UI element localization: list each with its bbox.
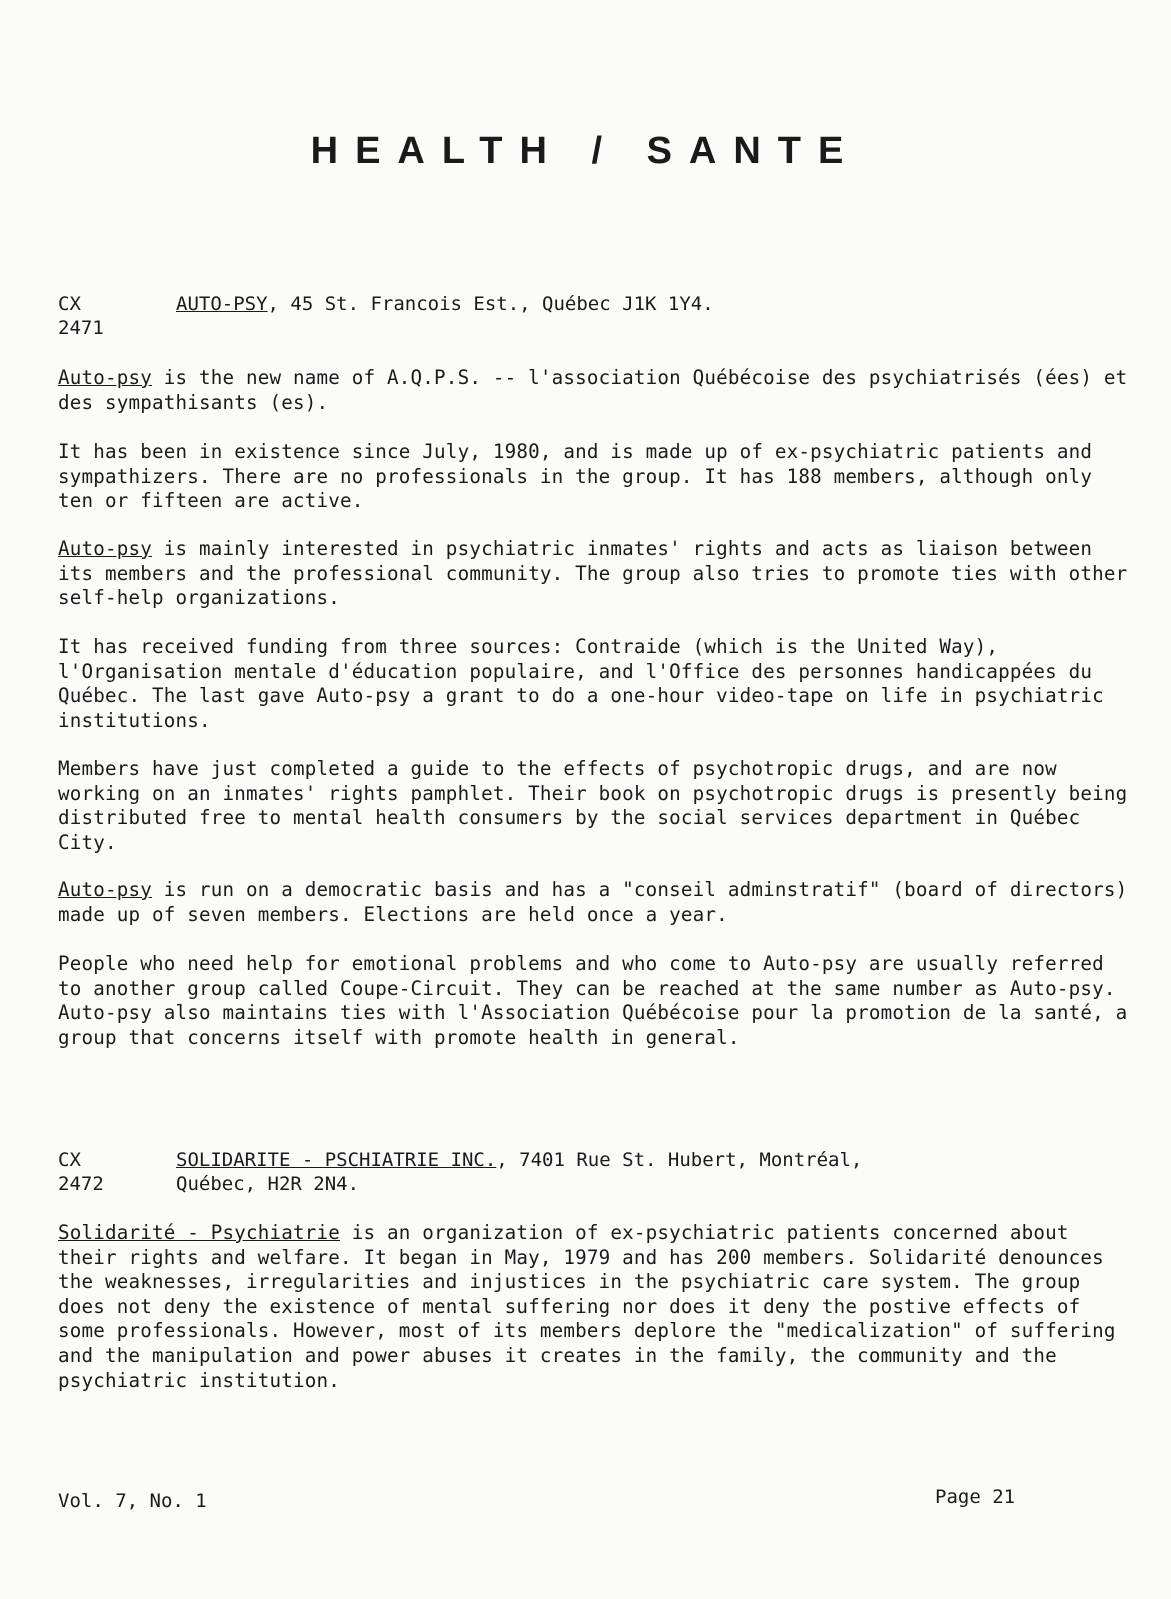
- paragraph: [58, 878, 1128, 927]
- page-title: HEALTH / SANTE: [310, 130, 861, 172]
- paragraph-text: People who need help for emotional problems and who come to Auto-psy are usually referred to another group called Coupe-Circuit. They can be reached at the same number as Auto-psy. Auto-psy also maintains ties with l'Association Québécoise pour la promotion de la santé, a group that concerns itself with promote health in general.: [58, 952, 1128, 1049]
- org-address-line2: Québec, H2R 2N4.: [176, 1173, 360, 1195]
- org-address: , 7401 Rue St. Hubert, Montréal,: [496, 1149, 863, 1171]
- entry-heading: [176, 1148, 1076, 1172]
- paragraph: [58, 366, 1128, 415]
- paragraph-text: is run on a democratic basis and has a "conseil adminstratif" (board of directors) made up of seven members. Elections are held once a year.: [58, 878, 1128, 926]
- entry-number: 2472: [58, 1173, 104, 1195]
- paragraph: [58, 952, 1128, 1050]
- paragraph: [58, 635, 1128, 733]
- entry-number: 2471: [58, 317, 104, 339]
- org-name: SOLIDARITE - PSCHIATRIE INC.: [176, 1149, 497, 1171]
- paragraph-text: is the new name of A.Q.P.S. -- l'association Québécoise des psychiatrisés (ées) et des sympathisants (es).: [58, 366, 1128, 414]
- paragraph: [58, 1221, 1128, 1393]
- paragraph: [58, 440, 1128, 514]
- paragraph-text: is mainly interested in psychiatric inmates' rights and acts as liaison between its members and the professional community. The group also tries to promote ties with other self-help organizations.: [58, 537, 1128, 610]
- org-name: AUTO-PSY: [176, 293, 268, 315]
- entry-heading: [176, 292, 1076, 316]
- paragraph-lead: Auto-psy: [58, 366, 153, 389]
- paragraph-lead: Auto-psy: [58, 537, 153, 560]
- paragraph-text: It has received funding from three sources: Contraide (which is the United Way), l'Organisation mentale d'éducation populaire, and l'Office des personnes handicappées du Québec. The last gave Auto-psy a grant to do a one-hour video-tape on life in psychiatric institutions.: [58, 635, 1104, 732]
- paragraph-lead: Auto-psy: [58, 878, 153, 901]
- paragraph-text: Members have just completed a guide to the effects of psychotropic drugs, and are now working on an inmates' rights pamphlet. Their book on psychotropic drugs is presently being distributed free to mental health consumers by the social services department in Québec City.: [58, 757, 1128, 854]
- page-number: Page 21: [935, 1486, 1016, 1508]
- entry-code: CX: [58, 1149, 81, 1171]
- entry-code: CX: [58, 293, 81, 315]
- volume-number: Vol. 7, No. 1: [58, 1490, 207, 1512]
- paragraph-lead: Solidarité - Psychiatrie: [58, 1221, 341, 1244]
- paragraph: [58, 757, 1128, 855]
- org-address: , 45 St. Francois Est., Québec J1K 1Y4.: [267, 293, 714, 315]
- paragraph-text: is an organization of ex-psychiatric patients concerned about their rights and welfare. It began in May, 1979 and has 200 members. Solidarité denounces the weaknesses, irregularities and injustices in the psychiatric care system. The group does not deny the existence of mental suffering nor does it deny the postive effects of some professionals. However, most of its members deplore the "medicalization" of suffering and the manipulation and power abuses it creates in the family, the community and the psychiatric institution.: [58, 1221, 1116, 1392]
- paragraph: [58, 537, 1128, 611]
- paragraph-text: It has been in existence since July, 1980, and is made up of ex-psychiatric patients and sympathizers. There are no professionals in the group. It has 188 members, although only ten or fifteen are active.: [58, 440, 1093, 513]
